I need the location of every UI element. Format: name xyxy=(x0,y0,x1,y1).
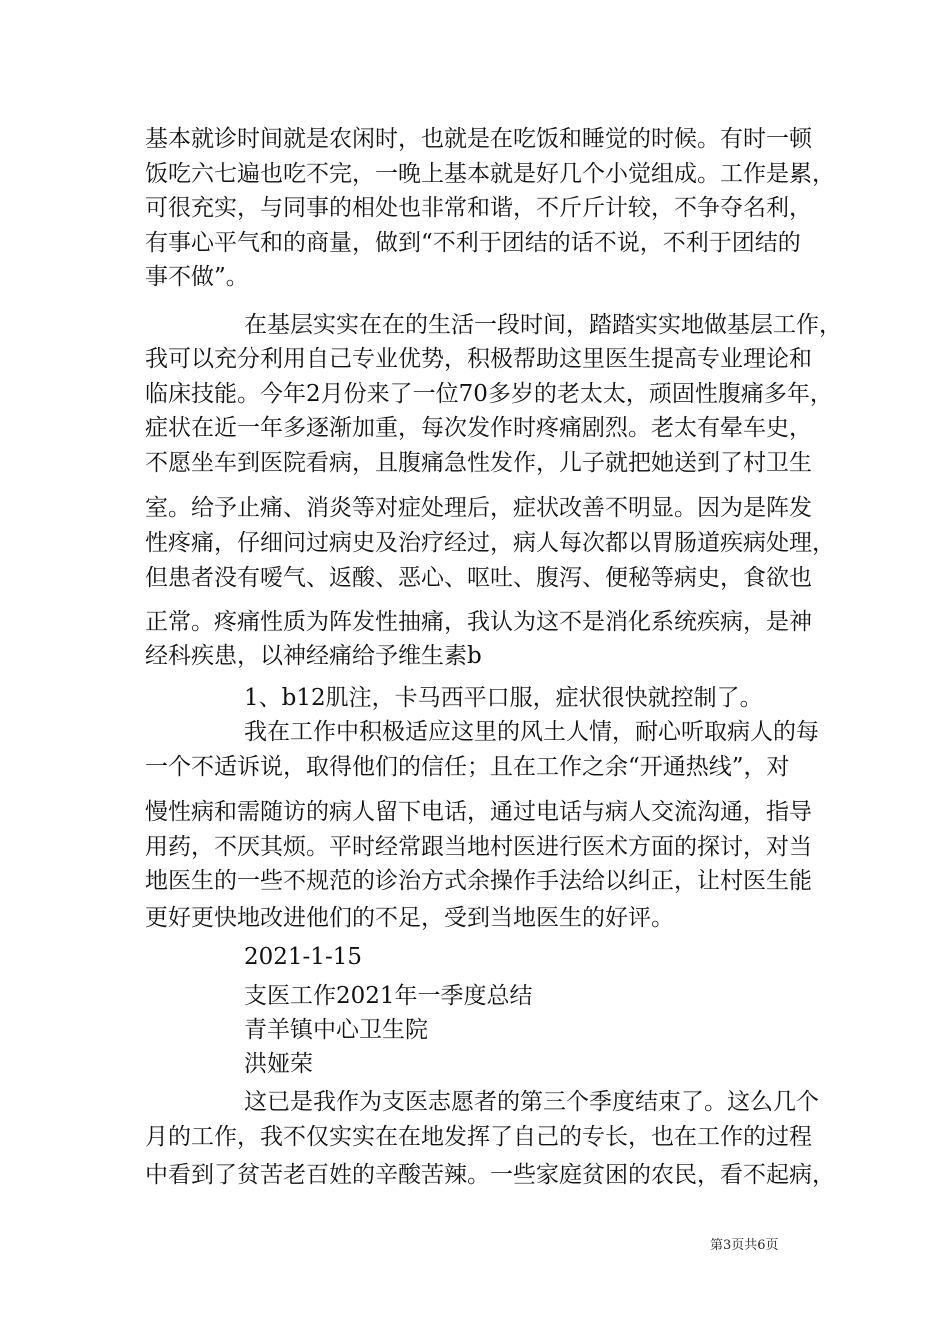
paragraph-first-line: 我在工作中积极适应这里的风土人情，耐心听取病人的每 xyxy=(244,719,819,745)
paragraph-first-line: 这已是我作为支医志愿者的第三个季度结束了。这么几个 xyxy=(244,1089,819,1115)
text-line: 有事心平气和的商量，做到“不利于团结的话不说，不利于团结的 xyxy=(145,230,801,256)
text-line: 更好更快地改进他们的不足，受到当地医生的好评。 xyxy=(145,905,674,931)
text-line: 事不做”。 xyxy=(145,264,249,290)
text-line: 用药，不厌其烦。平时经常跟当地村医进行医术方面的探讨，对当 xyxy=(145,834,812,860)
report-title: 支医工作2021年一季度总结 xyxy=(244,983,533,1009)
date-line: 2021-1-15 xyxy=(244,944,362,970)
text-line: 慢性病和需随访的病人留下电话，通过电话与病人交流沟通，指导 xyxy=(145,799,812,825)
text-line: 一个不适诉说，取得他们的信任；且在工作之余“开通热线”，对 xyxy=(145,754,790,780)
text-line: 地医生的一些不规范的诊治方式余操作手法给以纠正，让村医生能 xyxy=(145,868,812,894)
text-line: 临床技能。今年2月份来了一位70多岁的老太太，顽固性腹痛多年， xyxy=(145,381,833,407)
text-line: 症状在近一年多逐渐加重，每次发作时疼痛剧烈。老太有晕车史， xyxy=(145,415,812,441)
page-number-footer: 第3页共6页 xyxy=(710,1238,779,1253)
organization-line: 青羊镇中心卫生院 xyxy=(244,1017,428,1043)
text-line: 不愿坐车到医院看病，且腹痛急性发作，儿子就把她送到了村卫生 xyxy=(145,450,812,476)
text-line: 正常。疼痛性质为阵发性抽痛，我认为这不是消化系统疾病，是神 xyxy=(145,609,812,635)
author-line: 洪娅荣 xyxy=(244,1051,313,1077)
text-line: 经科疾患，以神经痛给予维生素b xyxy=(145,643,482,669)
text-line: 月的工作，我不仅实实在在地发挥了自己的专长，也在工作的过程 xyxy=(145,1124,812,1150)
text-line: 中看到了贫苦老百姓的辛酸苦辣。一些家庭贫困的农民，看不起病， xyxy=(145,1162,835,1188)
text-line: 饭吃六七遍也吃不完，一晚上基本就是好几个小觉组成。工作是累， xyxy=(145,161,835,187)
text-line: 可很充实，与同事的相处也非常和谐，不斤斤计较，不争夺名利， xyxy=(145,195,812,221)
text-line: 基本就诊时间就是农闲时，也就是在吃饭和睡觉的时候。有时一顿 xyxy=(145,126,812,152)
text-line: 我可以充分利用自己专业优势，积极帮助这里医生提高专业理论和 xyxy=(145,346,812,372)
paragraph-first-line: 在基层实实在在的生活一段时间，踏踏实实地做基层工作， xyxy=(244,312,842,338)
text-line: 室。给予止痛、消炎等对症处理后，症状改善不明显。因为是阵发 xyxy=(145,495,812,521)
text-line: 但患者没有嗳气、返酸、恶心、呕吐、腹泻、便秘等病史，食欲也 xyxy=(145,565,812,591)
paragraph-first-line: 1、b12肌注，卡马西平口服，症状很快就控制了。 xyxy=(244,685,763,711)
text-line: 性疼痛，仔细问过病史及治疗经过，病人每次都以胃肠道疾病处理， xyxy=(145,530,835,556)
